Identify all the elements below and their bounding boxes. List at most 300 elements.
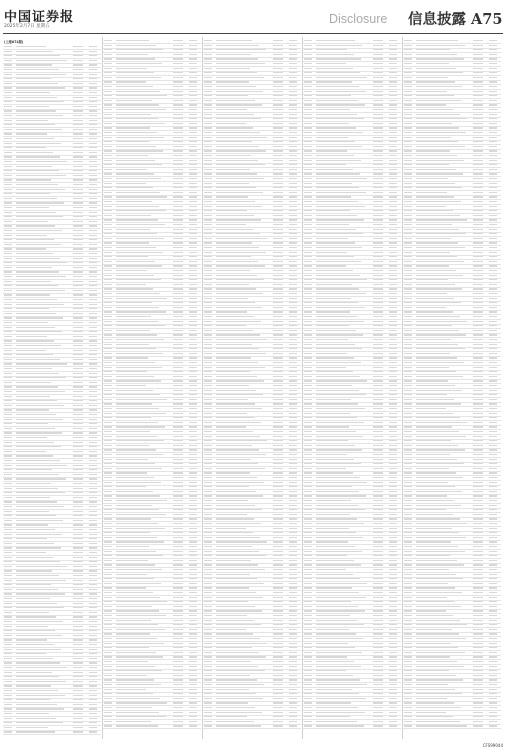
table-cell	[489, 620, 497, 621]
table-cell	[273, 532, 283, 533]
table-cell	[489, 357, 497, 358]
table-cell	[73, 373, 83, 374]
table-cell	[89, 308, 97, 309]
table-cell	[116, 155, 148, 156]
table-cell	[289, 316, 297, 317]
table-cell	[289, 482, 297, 483]
table-cell	[89, 175, 97, 176]
table-cell	[204, 514, 212, 515]
table-cell	[173, 390, 183, 391]
table-cell	[73, 138, 83, 139]
table-cell	[273, 104, 283, 105]
table-cell	[4, 184, 12, 185]
table-cell	[104, 670, 112, 671]
table-cell	[73, 405, 83, 406]
table-cell	[289, 344, 297, 345]
table-cell	[73, 202, 83, 203]
table-cell	[216, 54, 251, 55]
table-cell	[116, 118, 158, 119]
table-cell	[216, 537, 260, 538]
table-cell	[204, 707, 212, 708]
table-cell	[173, 698, 183, 699]
table-cell	[104, 574, 112, 575]
table-cell	[116, 178, 161, 179]
table-cell	[273, 620, 283, 621]
table-cell	[273, 633, 283, 634]
table-cell	[273, 164, 283, 165]
table-cell	[316, 702, 351, 703]
table-cell	[316, 95, 351, 96]
table-cell	[89, 161, 97, 162]
table-cell	[404, 560, 412, 561]
table-cell	[16, 612, 49, 613]
table-cell	[204, 560, 212, 561]
table-cell	[16, 667, 67, 668]
table-cell	[216, 238, 267, 239]
table-cell	[4, 143, 12, 144]
table-cell	[73, 455, 83, 456]
table-cell	[189, 532, 197, 533]
table-cell	[304, 468, 312, 469]
table-cell	[189, 68, 197, 69]
table-cell	[4, 382, 12, 383]
table-cell	[373, 440, 383, 441]
table-cell	[173, 482, 183, 483]
table-cell	[204, 155, 212, 156]
table-cell	[404, 284, 412, 285]
table-cell	[289, 293, 297, 294]
table-cell	[116, 224, 165, 225]
table-cell	[16, 290, 65, 291]
table-cell	[289, 137, 297, 138]
table-cell	[4, 722, 12, 723]
table-cell	[404, 541, 412, 542]
table-cell	[273, 284, 283, 285]
table-cell	[316, 201, 358, 202]
table-cell	[473, 679, 483, 680]
table-cell	[116, 95, 167, 96]
table-cell	[316, 523, 364, 524]
table-cell	[173, 684, 183, 685]
table-cell	[389, 684, 397, 685]
table-cell	[89, 74, 97, 75]
table-cell	[316, 449, 362, 450]
table-cell	[116, 495, 160, 496]
table-cell	[89, 225, 97, 226]
table-cell	[289, 633, 297, 634]
table-cell	[316, 574, 353, 575]
table-cell	[473, 201, 483, 202]
table-cell	[304, 426, 312, 427]
table-cell	[316, 127, 356, 128]
table-cell	[89, 143, 97, 144]
table-cell	[273, 629, 283, 630]
table-cell	[189, 91, 197, 92]
table-cell	[404, 587, 412, 588]
table-cell	[173, 146, 183, 147]
table-cell	[104, 224, 112, 225]
table-cell	[404, 537, 412, 538]
table-cell	[204, 160, 212, 161]
table-cell	[316, 288, 359, 289]
table-cell	[404, 436, 412, 437]
table-cell	[316, 160, 361, 161]
table-cell	[73, 644, 83, 645]
table-cell	[316, 606, 358, 607]
table-cell	[473, 702, 483, 703]
table-cell	[389, 564, 397, 565]
table-cell	[289, 288, 297, 289]
table-cell	[416, 183, 455, 184]
table-cell	[4, 179, 12, 180]
table-cell	[116, 679, 154, 680]
table-cell	[216, 629, 246, 630]
table-cell	[373, 606, 383, 607]
table-cell	[289, 58, 297, 59]
table-cell	[489, 574, 497, 575]
table-cell	[273, 58, 283, 59]
table-cell	[416, 518, 460, 519]
table-cell	[273, 261, 283, 262]
table-cell	[104, 459, 112, 460]
table-cell	[373, 629, 383, 630]
table-cell	[273, 229, 283, 230]
table-cell	[473, 610, 483, 611]
table-cell	[273, 716, 283, 717]
table-cell	[204, 330, 212, 331]
table-cell	[489, 518, 497, 519]
table-cell	[404, 141, 412, 142]
table-cell	[289, 541, 297, 542]
table-cell	[373, 491, 383, 492]
table-cell	[89, 345, 97, 346]
table-cell	[116, 196, 167, 197]
table-cell	[216, 721, 254, 722]
table-cell	[473, 454, 483, 455]
table-cell	[289, 666, 297, 667]
table-cell	[373, 201, 383, 202]
table-cell	[16, 350, 46, 351]
table-cell	[416, 173, 463, 174]
table-cell	[104, 583, 112, 584]
table-cell	[304, 196, 312, 197]
table-cell	[216, 610, 262, 611]
table-cell	[316, 500, 351, 501]
table-cell	[89, 690, 97, 691]
table-cell	[389, 523, 397, 524]
table-cell	[89, 253, 97, 254]
table-cell	[189, 298, 197, 299]
table-cell	[373, 187, 383, 188]
table-cell	[16, 152, 53, 153]
table-cell	[289, 380, 297, 381]
table-cell	[16, 193, 50, 194]
table-cell	[389, 155, 397, 156]
table-cell	[404, 311, 412, 312]
table-cell	[16, 304, 64, 305]
table-cell	[304, 702, 312, 703]
table-cell	[216, 196, 248, 197]
table-cell	[73, 451, 83, 452]
table-cell	[116, 109, 166, 110]
table-cell	[373, 215, 383, 216]
table-cell	[116, 394, 160, 395]
table-cell	[304, 491, 312, 492]
table-cell	[273, 725, 283, 726]
table-cell	[104, 196, 112, 197]
table-cell	[189, 472, 197, 473]
table-cell	[16, 626, 48, 627]
table-cell	[216, 546, 252, 547]
table-cell	[4, 161, 12, 162]
table-cell	[473, 725, 483, 726]
table-cell	[473, 132, 483, 133]
table-cell	[316, 422, 364, 423]
table-cell	[304, 91, 312, 92]
table-cell	[416, 569, 449, 570]
table-cell	[473, 495, 483, 496]
table-cell	[473, 183, 483, 184]
table-cell	[116, 137, 164, 138]
table-cell	[289, 564, 297, 565]
table-cell	[116, 440, 164, 441]
table-cell	[489, 40, 497, 41]
table-cell	[489, 454, 497, 455]
table-cell	[316, 371, 353, 372]
table-cell	[189, 606, 197, 607]
table-cell	[16, 658, 53, 659]
table-cell	[116, 422, 158, 423]
table-cell	[173, 670, 183, 671]
table-cell	[273, 684, 283, 685]
table-cell	[404, 196, 412, 197]
table-cell	[489, 279, 497, 280]
table-cell	[204, 196, 212, 197]
table-cell	[473, 321, 483, 322]
table-cell	[173, 716, 183, 717]
table-cell	[4, 708, 12, 709]
table-cell	[204, 279, 212, 280]
table-cell	[16, 580, 66, 581]
table-cell	[389, 721, 397, 722]
table-cell	[189, 707, 197, 708]
table-cell	[216, 293, 263, 294]
table-cell	[89, 460, 97, 461]
table-cell	[473, 252, 483, 253]
table-cell	[204, 454, 212, 455]
table-cell	[89, 718, 97, 719]
table-cell	[304, 689, 312, 690]
table-cell	[4, 469, 12, 470]
table-cell	[216, 109, 247, 110]
table-cell	[204, 546, 212, 547]
table-cell	[373, 206, 383, 207]
table-cell	[289, 454, 297, 455]
table-cell	[389, 597, 397, 598]
table-cell	[489, 601, 497, 602]
table-cell	[373, 574, 383, 575]
table-cell	[189, 587, 197, 588]
table-cell	[289, 173, 297, 174]
table-cell	[473, 81, 483, 82]
table-cell	[473, 638, 483, 639]
table-cell	[89, 405, 97, 406]
table-cell	[273, 666, 283, 667]
table-cell	[73, 685, 83, 686]
table-cell	[304, 100, 312, 101]
table-cell	[373, 426, 383, 427]
table-cell	[4, 373, 12, 374]
table-cell	[489, 242, 497, 243]
table-cell	[116, 247, 156, 248]
table-cell	[204, 394, 212, 395]
table-cell	[216, 160, 258, 161]
table-cell	[189, 183, 197, 184]
table-cell	[416, 380, 448, 381]
table-cell	[4, 653, 12, 654]
table-cell	[489, 707, 497, 708]
table-cell	[404, 675, 412, 676]
table-cell	[273, 403, 283, 404]
table-cell	[489, 284, 497, 285]
table-cell	[404, 229, 412, 230]
table-cell	[89, 400, 97, 401]
table-cell	[316, 426, 349, 427]
table-cell	[4, 350, 12, 351]
table-cell	[416, 265, 449, 266]
table-cell	[273, 670, 283, 671]
table-cell	[316, 362, 361, 363]
table-cell	[273, 606, 283, 607]
table-cell	[416, 169, 456, 170]
table-cell	[273, 500, 283, 501]
table-cell	[273, 123, 283, 124]
table-cell	[289, 114, 297, 115]
table-cell	[116, 560, 148, 561]
table-cell	[173, 633, 183, 634]
table-cell	[173, 413, 183, 414]
table-cell	[404, 127, 412, 128]
table-cell	[304, 505, 312, 506]
table-cell	[389, 578, 397, 579]
table-cell	[389, 339, 397, 340]
table-cell	[404, 160, 412, 161]
table-cell	[4, 359, 12, 360]
table-cell	[289, 528, 297, 529]
table-cell	[389, 500, 397, 501]
table-cell	[4, 244, 12, 245]
table-cell	[104, 353, 112, 354]
table-cell	[416, 224, 452, 225]
table-cell	[416, 482, 448, 483]
table-cell	[289, 445, 297, 446]
table-cell	[373, 127, 383, 128]
table-cell	[16, 524, 48, 525]
table-cell	[304, 523, 312, 524]
table-cell	[304, 118, 312, 119]
table-cell	[4, 133, 12, 134]
table-cell	[389, 293, 397, 294]
table-cell	[273, 150, 283, 151]
table-cell	[216, 279, 264, 280]
table-cell	[373, 417, 383, 418]
table-cell	[173, 114, 183, 115]
table-cell	[316, 118, 364, 119]
table-cell	[189, 123, 197, 124]
table-cell	[473, 109, 483, 110]
table-cell	[16, 147, 46, 148]
table-cell	[189, 702, 197, 703]
table-cell	[404, 118, 412, 119]
table-cell	[489, 592, 497, 593]
table-cell	[89, 230, 97, 231]
table-cell	[316, 270, 353, 271]
table-cell	[389, 643, 397, 644]
table-cell	[104, 118, 112, 119]
table-cell	[489, 270, 497, 271]
table-cell	[489, 63, 497, 64]
table-cell	[304, 371, 312, 372]
table-cell	[89, 262, 97, 263]
table-cell	[73, 363, 83, 364]
table-cell	[416, 574, 456, 575]
table-cell	[304, 440, 312, 441]
table-cell	[204, 334, 212, 335]
table-cell	[16, 46, 46, 47]
table-cell	[489, 385, 497, 386]
table-cell	[89, 382, 97, 383]
table-cell	[489, 486, 497, 487]
table-cell	[16, 235, 47, 236]
table-cell	[89, 221, 97, 222]
table-cell	[4, 580, 12, 581]
table-cell	[73, 340, 83, 341]
table-cell	[289, 275, 297, 276]
table-cell	[16, 340, 54, 341]
table-cell	[204, 58, 212, 59]
table-cell	[389, 620, 397, 621]
table-cell	[216, 693, 256, 694]
table-cell	[489, 298, 497, 299]
table-cell	[216, 330, 253, 331]
table-cell	[73, 446, 83, 447]
table-cell	[4, 492, 12, 493]
table-cell	[304, 270, 312, 271]
table-cell	[4, 584, 12, 585]
table-cell	[89, 198, 97, 199]
table-cell	[73, 271, 83, 272]
table-cell	[473, 380, 483, 381]
table-cell	[489, 265, 497, 266]
table-cell	[173, 587, 183, 588]
table-cell	[4, 667, 12, 668]
table-cell	[73, 639, 83, 640]
table-cell	[316, 302, 358, 303]
table-cell	[404, 449, 412, 450]
table-cell	[116, 684, 161, 685]
table-cell	[289, 394, 297, 395]
table-cell	[404, 725, 412, 726]
table-cell	[304, 178, 312, 179]
table-cell	[73, 124, 83, 125]
table-cell	[4, 566, 12, 567]
table-cell	[89, 455, 97, 456]
table-cell	[304, 537, 312, 538]
table-cell	[4, 225, 12, 226]
table-cell	[189, 344, 197, 345]
table-cell	[189, 597, 197, 598]
table-cell	[316, 684, 367, 685]
